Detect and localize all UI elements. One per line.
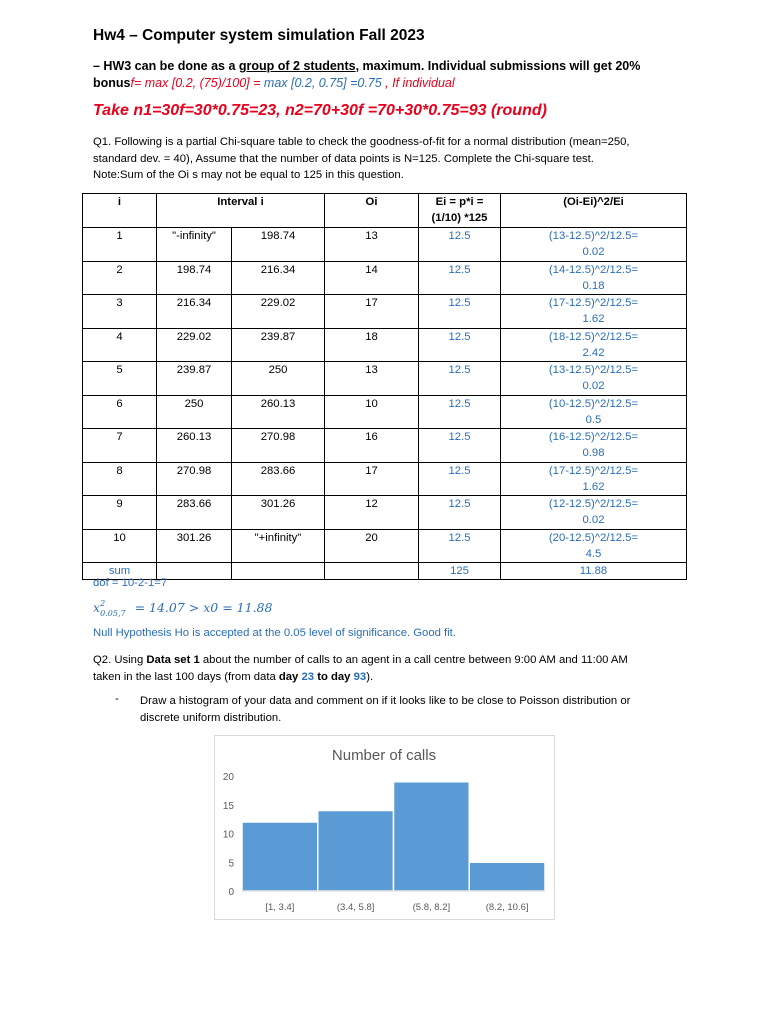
header-ei-line-2: (1/10) *125	[431, 212, 488, 224]
cell-ei: 12.5	[419, 462, 501, 496]
q2-to-day-label: to day	[314, 670, 351, 683]
chi-square-table	[82, 193, 687, 580]
cell-chi-term	[501, 295, 687, 329]
chi-term-value: 0.02	[582, 514, 605, 526]
cell-ei: 12.5	[419, 496, 501, 530]
sum-ei: 125	[419, 563, 501, 580]
chi-term-value: 2.42	[582, 346, 605, 359]
null-hypothesis-text: Null Hypothesis Ho is accepted at the 0.05 level of significance. Good fit.	[93, 627, 456, 639]
table-row	[83, 529, 687, 563]
cell-oi: 13	[325, 228, 419, 262]
bonus-formula-blue: max [0.2, 0.75] =0.75	[263, 76, 382, 90]
chi-term-expression: (17-12.5)^2/12.5=	[548, 464, 639, 477]
y-tick-label: 15	[222, 800, 234, 812]
chi-term-value: 0.02	[582, 380, 605, 392]
histogram-bar	[394, 782, 470, 891]
cell-chi-term	[501, 261, 687, 295]
q2-line-1-post: about the number of calls to an agent in a call centre between 9:00 AM and 11:00 AM	[199, 654, 628, 666]
y-tick-label: 20	[222, 772, 234, 783]
sum-empty-2	[232, 563, 325, 580]
header-interval: Interval i	[157, 194, 325, 228]
sum-chi: 11.88	[501, 563, 687, 580]
q2-dataset-label: Data set 1	[146, 654, 200, 666]
cell-chi-term	[501, 228, 687, 262]
bonus-formula-tail: , If individual	[381, 76, 455, 90]
table-row	[83, 328, 687, 362]
cell-interval-low: 283.66	[157, 496, 232, 530]
table-row	[83, 496, 687, 530]
chi-term-expression: (16-12.5)^2/12.5=	[548, 431, 639, 443]
chi-term-value: 0.02	[582, 246, 605, 258]
bonus-formula-red: f= max [0.2, (75)/100] =	[130, 76, 264, 90]
cell-i: 3	[83, 295, 157, 329]
chi-symbol: x	[93, 600, 101, 615]
cell-i: 4	[83, 328, 157, 362]
cell-i: 1	[83, 228, 157, 262]
cell-oi: 14	[325, 261, 419, 295]
chart-title: Number of calls	[331, 747, 437, 764]
cell-interval-high: 198.74	[232, 228, 325, 262]
cell-i: 2	[83, 261, 157, 295]
document-title: Hw4 – Computer system simulation Fall 2023	[93, 27, 425, 44]
cell-interval-high: 239.87	[232, 328, 325, 362]
histogram-bar	[318, 811, 394, 892]
chi-term-expression: (18-12.5)^2/12.5=	[548, 330, 639, 343]
hw3-note	[93, 58, 640, 75]
question-2-text	[93, 652, 628, 685]
x-category-label: (3.4, 5.8]	[336, 902, 375, 913]
bonus-word: bonus	[93, 76, 131, 90]
chi-term-expression: (12-12.5)^2/12.5=	[548, 498, 639, 510]
cell-chi-term	[501, 462, 687, 496]
y-tick-label: 10	[222, 829, 234, 841]
chi-term-expression: (14-12.5)^2/12.5=	[548, 263, 639, 276]
cell-ei: 12.5	[419, 395, 501, 429]
header-i: i	[83, 194, 157, 228]
cell-chi-term	[501, 362, 687, 396]
y-tick-label: 0	[228, 887, 234, 898]
bullet-dash: -	[115, 693, 119, 705]
chi-term-expression: (20-12.5)^2/12.5=	[548, 531, 639, 544]
table-row	[83, 228, 687, 262]
cell-interval-high: 260.13	[232, 395, 325, 429]
bonus-line	[93, 75, 455, 92]
q2-line-1-pre: Q2. Using	[93, 654, 147, 666]
sum-label: sum	[83, 563, 157, 580]
chi-term-value: 1.62	[582, 480, 605, 493]
table-row	[83, 295, 687, 329]
cell-oi: 20	[325, 529, 419, 563]
q1-line-1: Q1. Following is a partial Chi-square table to check the goodness-of-fit for a normal distribution (mean=250,	[93, 136, 630, 148]
chi-sup: 2	[100, 599, 106, 608]
degrees-of-freedom: dof = 10-2-1=7	[93, 577, 168, 589]
cell-oi: 16	[325, 429, 419, 463]
cell-interval-low: 239.87	[157, 362, 232, 396]
cell-ei: 12.5	[419, 328, 501, 362]
chi-term-value: 4.5	[585, 547, 602, 560]
cell-oi: 13	[325, 362, 419, 396]
cell-i: 9	[83, 496, 157, 530]
table-row	[83, 395, 687, 429]
take-line: Take n1=30f=30*0.75=23, n2=70+30f =70+30*0.75=93 (round)	[93, 102, 547, 119]
y-tick-label: 5	[228, 858, 234, 870]
table-header-row	[83, 194, 687, 228]
instruction-line-2: discrete uniform distribution.	[140, 711, 282, 724]
cell-interval-high: 216.34	[232, 261, 325, 295]
chi-square-comparison	[93, 599, 273, 618]
cell-oi: 17	[325, 462, 419, 496]
chi-term-value: 0.5	[585, 413, 602, 426]
cell-interval-low: 198.74	[157, 261, 232, 295]
chi-term-expression: (13-12.5)^2/12.5=	[548, 364, 639, 376]
x-category-label: (8.2, 10.6]	[485, 902, 529, 913]
cell-interval-high: 283.66	[232, 462, 325, 496]
q2-line-1	[93, 652, 628, 669]
cell-interval-high: 270.98	[232, 429, 325, 463]
table-row	[83, 261, 687, 295]
histogram-chart	[214, 735, 555, 920]
chi-term-expression: (10-12.5)^2/12.5=	[548, 397, 639, 410]
q2-day-label: day	[278, 670, 299, 683]
q2-end-day: 93	[350, 670, 367, 683]
cell-interval-high: 250	[232, 362, 325, 396]
cell-i: 6	[83, 395, 157, 429]
histogram-svg	[215, 736, 554, 919]
cell-i: 5	[83, 362, 157, 396]
x-category-label: [1, 3.4]	[265, 902, 295, 913]
cell-oi: 10	[325, 395, 419, 429]
q2-line-2	[93, 669, 628, 686]
sum-empty-3	[325, 563, 419, 580]
cell-interval-low: 301.26	[157, 529, 232, 563]
cell-interval-high: 229.02	[232, 295, 325, 329]
cell-interval-low: "-infinity"	[157, 228, 232, 262]
cell-i: 8	[83, 462, 157, 496]
cell-ei: 12.5	[419, 529, 501, 563]
header-oi: Oi	[325, 194, 419, 228]
histogram-bar	[242, 822, 318, 891]
cell-chi-term	[501, 395, 687, 429]
hw3-note-prefix: – HW3 can be done as a	[93, 59, 239, 73]
cell-interval-low: 250	[157, 395, 232, 429]
header-ei-line-1: Ei = p*i =	[435, 196, 484, 208]
question-1-text	[93, 134, 693, 184]
hw3-note-group: group of 2 students	[238, 59, 356, 73]
q2-line-2-pre: taken in the last 100 days (from data	[93, 670, 279, 683]
cell-interval-low: 229.02	[157, 328, 232, 362]
header-chi: (Oi-Ei)^2/Ei	[501, 194, 687, 228]
cell-ei: 12.5	[419, 362, 501, 396]
chi-comparison-text: = 14.07 > x0 = 11.88	[130, 600, 273, 615]
instruction-line-1: Draw a histogram of your data and comment on if it looks like to be close to Poisson distribution or	[140, 695, 631, 707]
table-row	[83, 462, 687, 496]
cell-interval-high: "+infinity"	[232, 529, 325, 563]
sum-empty-1	[157, 563, 232, 580]
cell-chi-term	[501, 496, 687, 530]
q1-line-3: Note:Sum of the Oi s may not be equal to 125 in this question.	[93, 169, 404, 181]
table-row	[83, 362, 687, 396]
histogram-bar	[469, 862, 545, 891]
q1-line-2: standard dev. = 40), Assume that the number of data points is N=125. Complete the Chi-square test.	[93, 152, 594, 165]
cell-ei: 12.5	[419, 261, 501, 295]
hw3-note-suffix: , maximum. Individual submissions will get 20%	[355, 59, 641, 73]
q2-start-day: 23	[298, 670, 315, 683]
cell-oi: 17	[325, 295, 419, 329]
cell-interval-low: 270.98	[157, 462, 232, 496]
cell-oi: 12	[325, 496, 419, 530]
sum-row	[83, 563, 687, 580]
cell-interval-low: 216.34	[157, 295, 232, 329]
chi-sub: 0.05,7	[100, 609, 126, 618]
chi-term-value: 0.98	[582, 447, 605, 459]
cell-i: 7	[83, 429, 157, 463]
cell-ei: 12.5	[419, 429, 501, 463]
cell-chi-term	[501, 429, 687, 463]
cell-ei: 12.5	[419, 228, 501, 262]
q2-line-2-post: ).	[366, 670, 374, 683]
cell-chi-term	[501, 529, 687, 563]
cell-chi-term	[501, 328, 687, 362]
cell-ei: 12.5	[419, 295, 501, 329]
x-category-label: (5.8, 8.2]	[412, 902, 451, 913]
cell-interval-high: 301.26	[232, 496, 325, 530]
chi-term-expression: (13-12.5)^2/12.5=	[548, 230, 639, 242]
chi-term-value: 0.18	[582, 279, 605, 292]
table-row	[83, 429, 687, 463]
chi-term-value: 1.62	[582, 313, 605, 325]
chi-term-expression: (17-12.5)^2/12.5=	[548, 297, 639, 309]
cell-i: 10	[83, 529, 157, 563]
cell-interval-low: 260.13	[157, 429, 232, 463]
header-ei	[419, 194, 501, 228]
cell-oi: 18	[325, 328, 419, 362]
histogram-instruction	[140, 693, 630, 726]
